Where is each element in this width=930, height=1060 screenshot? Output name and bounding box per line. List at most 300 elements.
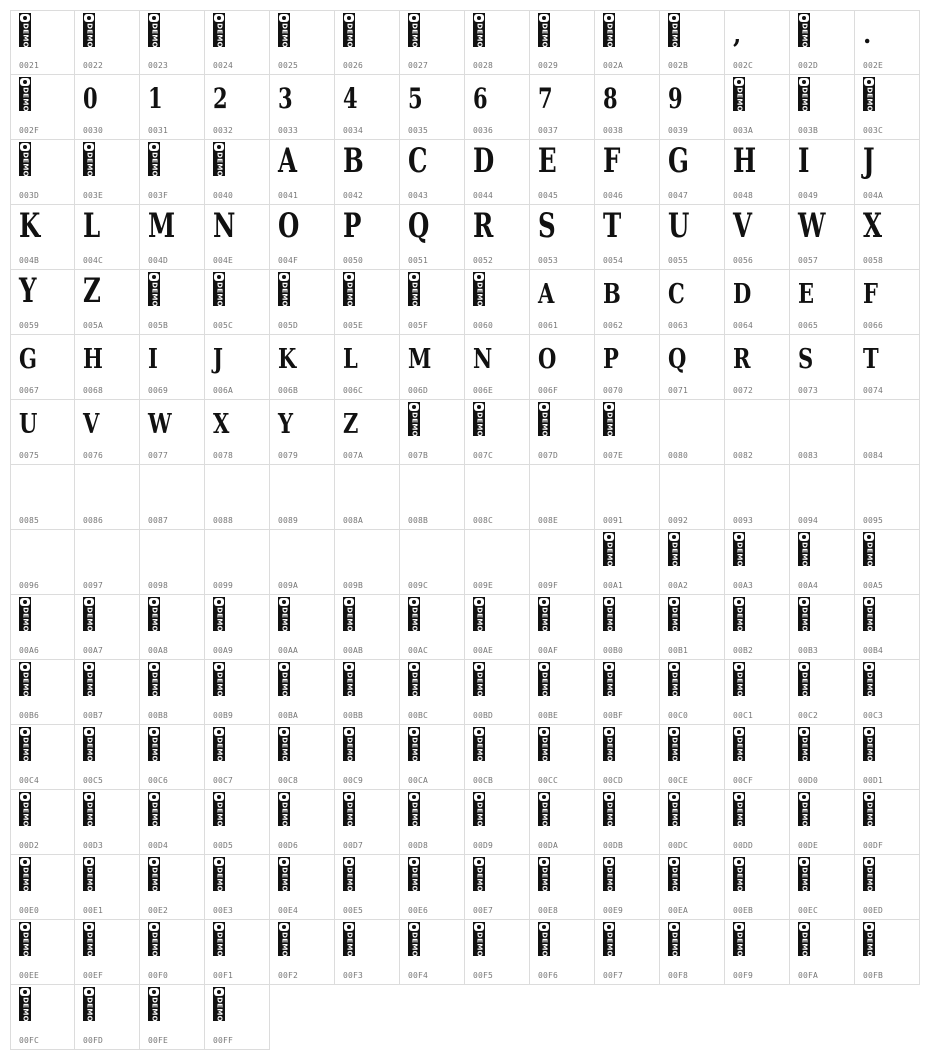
demo-placeholder-icon — [603, 662, 615, 696]
glyph-cell[interactable] — [270, 270, 335, 335]
glyph-cell[interactable] — [10, 790, 75, 855]
glyph-cell[interactable] — [790, 920, 855, 985]
glyph-cell[interactable] — [400, 400, 465, 465]
glyph-cell[interactable] — [660, 10, 725, 75]
glyph-cell[interactable] — [790, 790, 855, 855]
demo-placeholder-icon — [19, 142, 31, 176]
demo-placeholder-icon — [863, 792, 875, 826]
glyph-preview: B — [603, 279, 621, 310]
glyph-cell[interactable] — [75, 595, 140, 660]
glyph-cell[interactable] — [790, 855, 855, 920]
glyph-codepoint: 0036 — [473, 126, 494, 135]
glyph-cell[interactable] — [725, 725, 790, 790]
demo-placeholder-icon — [668, 857, 680, 891]
glyph-cell[interactable] — [660, 790, 725, 855]
glyph-cell[interactable] — [660, 140, 725, 205]
glyph-cell[interactable] — [595, 465, 660, 530]
glyph-cell[interactable] — [205, 75, 270, 140]
glyph-cell[interactable] — [75, 10, 140, 75]
glyph-preview: 2 — [213, 82, 228, 115]
glyph-preview: 9 — [668, 82, 683, 115]
demo-placeholder-icon — [798, 857, 810, 891]
glyph-cell[interactable] — [595, 205, 660, 270]
glyph-codepoint: 0038 — [603, 126, 624, 135]
demo-label: DEMO — [215, 867, 224, 892]
glyph-cell[interactable] — [335, 400, 400, 465]
glyph-cell[interactable] — [335, 10, 400, 75]
glyph-cell[interactable] — [270, 790, 335, 855]
glyph-preview: E — [798, 279, 815, 310]
glyph-cell[interactable] — [205, 595, 270, 660]
glyph-preview: 8 — [603, 82, 618, 115]
glyph-cell[interactable] — [140, 985, 205, 1050]
glyph-cell[interactable] — [335, 335, 400, 400]
glyph-cell[interactable] — [595, 75, 660, 140]
glyph-cell[interactable] — [595, 335, 660, 400]
glyph-cell[interactable] — [530, 725, 595, 790]
glyph-cell[interactable] — [465, 595, 530, 660]
glyph-cell[interactable] — [530, 790, 595, 855]
demo-label: DEMO — [865, 607, 874, 632]
glyph-cell[interactable] — [790, 465, 855, 530]
glyph-cell[interactable] — [140, 855, 205, 920]
glyph-cell[interactable] — [790, 205, 855, 270]
glyph-cell[interactable] — [725, 530, 790, 595]
glyph-cell[interactable] — [855, 335, 920, 400]
glyph-cell[interactable] — [10, 595, 75, 660]
glyph-cell[interactable] — [465, 660, 530, 725]
glyph-cell[interactable] — [270, 530, 335, 595]
glyph-cell[interactable] — [75, 855, 140, 920]
glyph-cell[interactable] — [140, 205, 205, 270]
glyph-preview: T — [863, 344, 879, 375]
glyph-cell[interactable] — [75, 270, 140, 335]
glyph-cell[interactable] — [530, 465, 595, 530]
glyph-codepoint: 0072 — [733, 386, 754, 395]
glyph-cell[interactable] — [270, 10, 335, 75]
glyph-codepoint: 0084 — [863, 451, 884, 460]
glyph-codepoint: 00D1 — [863, 776, 884, 785]
glyph-cell[interactable] — [10, 140, 75, 205]
glyph-cell[interactable] — [10, 400, 75, 465]
demo-placeholder-icon — [473, 662, 485, 696]
glyph-cell[interactable] — [10, 10, 75, 75]
demo-label: DEMO — [865, 802, 874, 827]
glyph-cell[interactable] — [855, 400, 920, 465]
glyph-cell[interactable] — [10, 725, 75, 790]
glyph-cell[interactable] — [790, 530, 855, 595]
glyph-cell[interactable] — [400, 660, 465, 725]
glyph-cell[interactable] — [335, 75, 400, 140]
glyph-cell[interactable] — [465, 335, 530, 400]
glyph-cell[interactable] — [10, 335, 75, 400]
glyph-cell[interactable] — [270, 335, 335, 400]
glyph-cell[interactable] — [205, 10, 270, 75]
glyph-cell[interactable] — [270, 660, 335, 725]
glyph-cell[interactable] — [205, 465, 270, 530]
glyph-cell[interactable] — [140, 920, 205, 985]
glyph-cell[interactable] — [335, 140, 400, 205]
glyph-codepoint: 00E0 — [19, 906, 40, 915]
glyph-cell[interactable] — [725, 75, 790, 140]
glyph-cell[interactable] — [855, 140, 920, 205]
glyph-cell[interactable] — [725, 790, 790, 855]
glyph-cell[interactable] — [10, 465, 75, 530]
glyph-codepoint: 00E3 — [213, 906, 234, 915]
glyph-cell[interactable] — [725, 595, 790, 660]
glyph-cell[interactable] — [855, 465, 920, 530]
glyph-cell[interactable] — [660, 855, 725, 920]
demo-label: DEMO — [670, 932, 679, 957]
glyph-cell[interactable] — [855, 660, 920, 725]
glyph-cell[interactable] — [140, 660, 205, 725]
glyph-cell[interactable] — [530, 595, 595, 660]
glyph-cell[interactable] — [660, 400, 725, 465]
glyph-cell[interactable] — [725, 660, 790, 725]
glyph-cell[interactable] — [205, 140, 270, 205]
glyph-codepoint: 009C — [408, 581, 429, 590]
glyph-cell[interactable] — [400, 725, 465, 790]
glyph-cell[interactable] — [725, 855, 790, 920]
glyph-cell[interactable] — [400, 205, 465, 270]
glyph-codepoint: 002C — [733, 61, 754, 70]
glyph-codepoint: 003D — [19, 191, 40, 200]
glyph-cell[interactable] — [400, 10, 465, 75]
glyph-cell[interactable] — [855, 920, 920, 985]
glyph-codepoint: 004B — [19, 256, 40, 265]
glyph-cell[interactable] — [530, 660, 595, 725]
glyph-cell[interactable] — [660, 75, 725, 140]
demo-label: DEMO — [475, 737, 484, 762]
glyph-cell[interactable] — [725, 140, 790, 205]
glyph-codepoint: 00AE — [473, 646, 494, 655]
demo-label: DEMO — [85, 607, 94, 632]
glyph-cell[interactable] — [335, 530, 400, 595]
glyph-cell[interactable] — [790, 595, 855, 660]
glyph-cell[interactable] — [660, 660, 725, 725]
glyph-codepoint: 00F9 — [733, 971, 754, 980]
glyph-cell[interactable] — [465, 790, 530, 855]
demo-placeholder-icon — [83, 727, 95, 761]
glyph-cell[interactable] — [790, 75, 855, 140]
glyph-cell[interactable] — [335, 465, 400, 530]
glyph-codepoint: 00EE — [19, 971, 40, 980]
glyph-cell[interactable] — [335, 205, 400, 270]
glyph-cell[interactable] — [140, 270, 205, 335]
glyph-cell[interactable] — [335, 725, 400, 790]
glyph-cell[interactable] — [270, 920, 335, 985]
glyph-preview: F — [863, 279, 878, 310]
glyph-codepoint: 005E — [343, 321, 364, 330]
demo-label: DEMO — [345, 867, 354, 892]
glyph-cell[interactable] — [400, 595, 465, 660]
glyph-cell[interactable] — [855, 205, 920, 270]
glyph-cell[interactable] — [855, 595, 920, 660]
glyph-codepoint: 0098 — [148, 581, 169, 590]
glyph-cell[interactable] — [725, 335, 790, 400]
glyph-cell[interactable] — [140, 790, 205, 855]
glyph-cell[interactable] — [465, 530, 530, 595]
glyph-cell[interactable] — [335, 790, 400, 855]
demo-label: DEMO — [280, 867, 289, 892]
glyph-cell[interactable] — [465, 920, 530, 985]
demo-label: DEMO — [605, 542, 614, 567]
glyph-cell[interactable] — [10, 75, 75, 140]
glyph-cell[interactable] — [335, 595, 400, 660]
glyph-cell[interactable] — [205, 205, 270, 270]
demo-label: DEMO — [21, 23, 30, 48]
glyph-cell[interactable] — [530, 335, 595, 400]
glyph-cell[interactable] — [205, 985, 270, 1050]
glyph-cell[interactable] — [400, 530, 465, 595]
demo-label: DEMO — [150, 152, 159, 177]
glyph-preview: N — [213, 206, 236, 246]
glyph-cell[interactable] — [75, 725, 140, 790]
glyph-cell[interactable] — [595, 530, 660, 595]
glyph-cell[interactable] — [530, 140, 595, 205]
glyph-cell[interactable] — [75, 75, 140, 140]
demo-label: DEMO — [800, 867, 809, 892]
demo-placeholder-icon — [863, 77, 875, 111]
glyph-cell[interactable] — [75, 660, 140, 725]
glyph-cell[interactable] — [400, 335, 465, 400]
demo-placeholder-icon — [538, 857, 550, 891]
glyph-cell[interactable] — [400, 140, 465, 205]
glyph-cell[interactable] — [790, 660, 855, 725]
glyph-cell[interactable] — [75, 530, 140, 595]
glyph-cell[interactable] — [140, 10, 205, 75]
glyph-cell[interactable] — [400, 75, 465, 140]
glyph-cell[interactable] — [855, 790, 920, 855]
demo-label: DEMO — [280, 607, 289, 632]
glyph-cell[interactable] — [465, 10, 530, 75]
glyph-codepoint: 0044 — [473, 191, 494, 200]
glyph-preview: 3 — [278, 82, 293, 115]
glyph-cell[interactable] — [270, 595, 335, 660]
glyph-cell[interactable] — [10, 205, 75, 270]
glyph-cell[interactable] — [270, 205, 335, 270]
glyph-cell[interactable] — [400, 855, 465, 920]
glyph-cell[interactable] — [660, 920, 725, 985]
glyph-cell[interactable] — [270, 725, 335, 790]
glyph-cell[interactable] — [10, 270, 75, 335]
demo-label: DEMO — [475, 867, 484, 892]
glyph-cell[interactable] — [660, 205, 725, 270]
glyph-cell[interactable] — [465, 75, 530, 140]
glyph-cell[interactable] — [855, 725, 920, 790]
demo-placeholder-icon — [668, 597, 680, 631]
demo-label: DEMO — [21, 672, 30, 697]
glyph-codepoint: 00CE — [668, 776, 689, 785]
demo-placeholder-icon — [19, 77, 31, 111]
glyph-cell[interactable] — [725, 400, 790, 465]
glyph-cell[interactable] — [335, 920, 400, 985]
glyph-codepoint: 003C — [863, 126, 884, 135]
glyph-preview: O — [538, 344, 557, 375]
glyph-cell[interactable] — [465, 400, 530, 465]
glyph-cell[interactable] — [140, 400, 205, 465]
glyph-cell[interactable] — [270, 465, 335, 530]
glyph-cell[interactable] — [205, 660, 270, 725]
glyph-cell[interactable] — [790, 140, 855, 205]
glyph-cell[interactable] — [790, 335, 855, 400]
glyph-cell[interactable] — [595, 270, 660, 335]
glyph-cell[interactable] — [205, 725, 270, 790]
glyph-cell[interactable] — [75, 465, 140, 530]
glyph-cell[interactable] — [725, 205, 790, 270]
glyph-cell[interactable] — [595, 595, 660, 660]
glyph-cell[interactable] — [660, 270, 725, 335]
demo-placeholder-icon — [83, 792, 95, 826]
glyph-cell[interactable] — [270, 75, 335, 140]
glyph-cell[interactable] — [595, 140, 660, 205]
glyph-cell[interactable] — [140, 75, 205, 140]
glyph-cell[interactable] — [530, 205, 595, 270]
glyph-cell[interactable] — [270, 855, 335, 920]
glyph-cell[interactable] — [530, 920, 595, 985]
glyph-cell[interactable] — [10, 530, 75, 595]
glyph-codepoint: 0075 — [19, 451, 40, 460]
glyph-cell[interactable] — [530, 400, 595, 465]
glyph-cell[interactable] — [790, 725, 855, 790]
glyph-cell[interactable] — [205, 920, 270, 985]
glyph-cell[interactable] — [10, 660, 75, 725]
glyph-cell[interactable] — [465, 725, 530, 790]
glyph-cell[interactable] — [400, 920, 465, 985]
glyph-codepoint: 00B7 — [83, 711, 104, 720]
demo-label: DEMO — [670, 23, 679, 48]
glyph-cell[interactable] — [465, 465, 530, 530]
glyph-cell[interactable] — [530, 10, 595, 75]
glyph-cell[interactable] — [595, 725, 660, 790]
glyph-cell[interactable] — [855, 270, 920, 335]
glyph-codepoint: 0058 — [863, 256, 884, 265]
glyph-codepoint: 0099 — [213, 581, 234, 590]
demo-label: DEMO — [475, 23, 484, 48]
demo-label: DEMO — [540, 607, 549, 632]
glyph-codepoint: 00DF — [863, 841, 884, 850]
glyph-codepoint: 00DC — [668, 841, 689, 850]
glyph-cell[interactable] — [140, 335, 205, 400]
glyph-preview: X — [213, 409, 230, 440]
glyph-preview: I — [148, 344, 158, 375]
glyph-cell[interactable] — [140, 530, 205, 595]
glyph-cell[interactable] — [205, 400, 270, 465]
glyph-cell[interactable] — [530, 270, 595, 335]
glyph-cell[interactable] — [205, 530, 270, 595]
demo-placeholder-icon — [473, 857, 485, 891]
glyph-cell[interactable] — [140, 595, 205, 660]
glyph-cell[interactable] — [855, 10, 920, 75]
glyph-cell[interactable] — [205, 855, 270, 920]
glyph-cell[interactable] — [725, 270, 790, 335]
glyph-cell[interactable] — [335, 270, 400, 335]
glyph-cell[interactable] — [790, 400, 855, 465]
glyph-cell[interactable] — [725, 465, 790, 530]
glyph-cell[interactable] — [335, 855, 400, 920]
glyph-cell[interactable] — [75, 790, 140, 855]
glyph-cell[interactable] — [270, 140, 335, 205]
glyph-cell[interactable] — [595, 10, 660, 75]
glyph-cell[interactable] — [660, 335, 725, 400]
glyph-cell[interactable] — [595, 920, 660, 985]
demo-placeholder-icon — [343, 857, 355, 891]
glyph-cell[interactable] — [595, 855, 660, 920]
glyph-cell[interactable] — [75, 400, 140, 465]
demo-placeholder-icon — [19, 987, 31, 1021]
glyph-cell[interactable] — [465, 855, 530, 920]
demo-label: DEMO — [280, 802, 289, 827]
demo-placeholder-icon — [473, 727, 485, 761]
glyph-cell[interactable] — [205, 790, 270, 855]
glyph-cell[interactable] — [270, 400, 335, 465]
glyph-cell[interactable] — [140, 725, 205, 790]
glyph-cell[interactable] — [660, 465, 725, 530]
glyph-cell[interactable] — [205, 270, 270, 335]
glyph-cell[interactable] — [465, 140, 530, 205]
glyph-cell[interactable] — [10, 855, 75, 920]
glyph-cell[interactable] — [595, 400, 660, 465]
glyph-codepoint: 0082 — [733, 451, 754, 460]
glyph-cell[interactable] — [465, 270, 530, 335]
glyph-cell[interactable] — [790, 10, 855, 75]
glyph-cell[interactable] — [855, 530, 920, 595]
demo-placeholder-icon — [83, 857, 95, 891]
glyph-cell[interactable] — [75, 335, 140, 400]
glyph-codepoint: 00A7 — [83, 646, 104, 655]
glyph-cell[interactable] — [140, 140, 205, 205]
glyph-codepoint: 009A — [278, 581, 299, 590]
glyph-codepoint: 00BB — [343, 711, 364, 720]
glyph-cell[interactable] — [10, 985, 75, 1050]
glyph-cell[interactable] — [465, 205, 530, 270]
glyph-cell[interactable] — [400, 790, 465, 855]
glyph-codepoint: 0063 — [668, 321, 689, 330]
glyph-cell[interactable] — [790, 270, 855, 335]
glyph-cell[interactable] — [400, 465, 465, 530]
glyph-cell[interactable] — [660, 595, 725, 660]
glyph-cell[interactable] — [400, 270, 465, 335]
glyph-cell[interactable] — [75, 920, 140, 985]
glyph-cell[interactable] — [855, 855, 920, 920]
glyph-cell[interactable] — [530, 75, 595, 140]
glyph-cell[interactable] — [75, 205, 140, 270]
glyph-cell[interactable] — [660, 530, 725, 595]
demo-label: DEMO — [865, 87, 874, 112]
demo-label: DEMO — [85, 802, 94, 827]
glyph-cell[interactable] — [335, 660, 400, 725]
glyph-cell[interactable] — [530, 855, 595, 920]
glyph-cell[interactable] — [595, 790, 660, 855]
glyph-cell[interactable] — [10, 920, 75, 985]
glyph-codepoint: 0095 — [863, 516, 884, 525]
glyph-cell[interactable] — [140, 465, 205, 530]
glyph-cell[interactable] — [205, 335, 270, 400]
demo-placeholder-icon — [668, 727, 680, 761]
demo-placeholder-icon — [19, 922, 31, 956]
glyph-cell[interactable] — [725, 920, 790, 985]
demo-label: DEMO — [735, 542, 744, 567]
glyph-cell[interactable] — [595, 660, 660, 725]
glyph-cell[interactable] — [75, 985, 140, 1050]
demo-placeholder-icon — [603, 13, 615, 47]
glyph-cell[interactable] — [855, 75, 920, 140]
glyph-cell[interactable] — [530, 530, 595, 595]
glyph-cell[interactable] — [75, 140, 140, 205]
glyph-cell[interactable] — [725, 10, 790, 75]
glyph-codepoint: 0069 — [148, 386, 169, 395]
glyph-cell[interactable] — [660, 725, 725, 790]
